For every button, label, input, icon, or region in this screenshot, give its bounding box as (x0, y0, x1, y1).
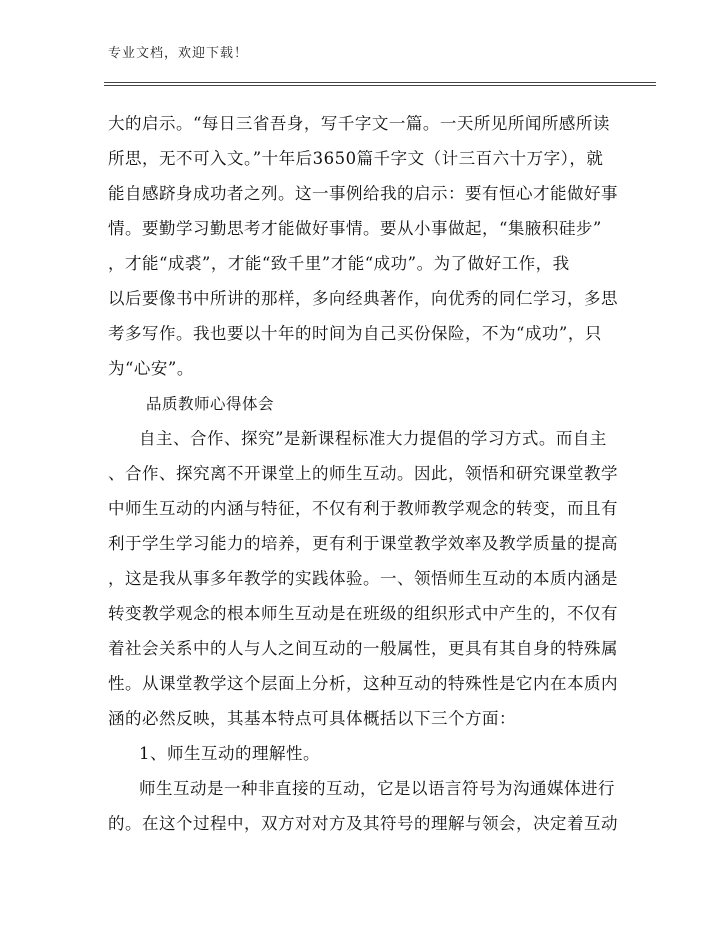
list-item-heading: 1、师生互动的理解性。 (139, 744, 320, 763)
text-line: 、合作、探究离不开课堂上的师生互动。因此，领悟和研究课堂教学 (108, 464, 618, 483)
text-line: 性。从课堂教学这个层面上分析，这种互动的特殊性是它内在本质内 (108, 674, 618, 693)
document-body (108, 110, 618, 845)
text-line: 情。要勤学习勤思考才能做好事情。要从小事做起，“集腋积硅步” (108, 219, 602, 238)
text-line: 中师生互动的内涵与特征，不仅有利于教师教学观念的转变，而且有 (108, 499, 618, 518)
text-line: 利于学生学习能力的培养，更有利于课堂教学效率及教学质量的提高 (108, 534, 618, 553)
text-line: 以后要像书中所讲的那样，多向经典著作，向优秀的同仁学习，多思 (108, 289, 618, 308)
text-line: 自主、合作、探究”是新课程标准大力提倡的学习方式。而自主 (139, 429, 607, 448)
text-line: 为“心安”。 (108, 359, 194, 378)
header-divider-bottom (104, 85, 656, 86)
text-line: 能自感跻身成功者之列。这一事例给我的启示：要有恒心才能做好事 (108, 184, 618, 203)
text-line: 所思，无不可入文。”十年后3650篇千字文（计三百六十万字），就 (108, 149, 604, 168)
text-line: ，这是我从事多年教学的实践体验。一、领悟师生互动的本质内涵是 (108, 569, 618, 588)
header-divider-top (104, 82, 656, 83)
text-line: 涵的必然反映，其基本特点可具体概括以下三个方面： (108, 709, 516, 728)
text-line: 转变教学观念的根本师生互动是在班级的组织形式中产生的，不仅有 (108, 604, 618, 623)
text-line: 师生互动是一种非直接的互动，它是以语言符号为沟通媒体进行 (139, 779, 615, 798)
text-line: ，才能“成裘”，才能“致千里”才能“成功”。为了做好工作，我 (108, 254, 570, 273)
text-line: 的。在这个过程中，双方对对方及其符号的理解与领会，决定着互动 (108, 814, 618, 833)
text-line: 大的启示。“每日三省吾身，写千字文一篇。一天所见所闻所感所读 (108, 114, 610, 133)
text-line: 考多写作。我也要以十年的时间为自己买份保险，不为“成功”，只 (108, 324, 602, 343)
section-heading: 品质教师心得体会 (146, 395, 275, 413)
page-header: 专业文档，欢迎下载！ (108, 46, 249, 61)
text-line: 着社会关系中的人与人之间互动的一般属性，更具有其自身的特殊属 (108, 639, 618, 658)
